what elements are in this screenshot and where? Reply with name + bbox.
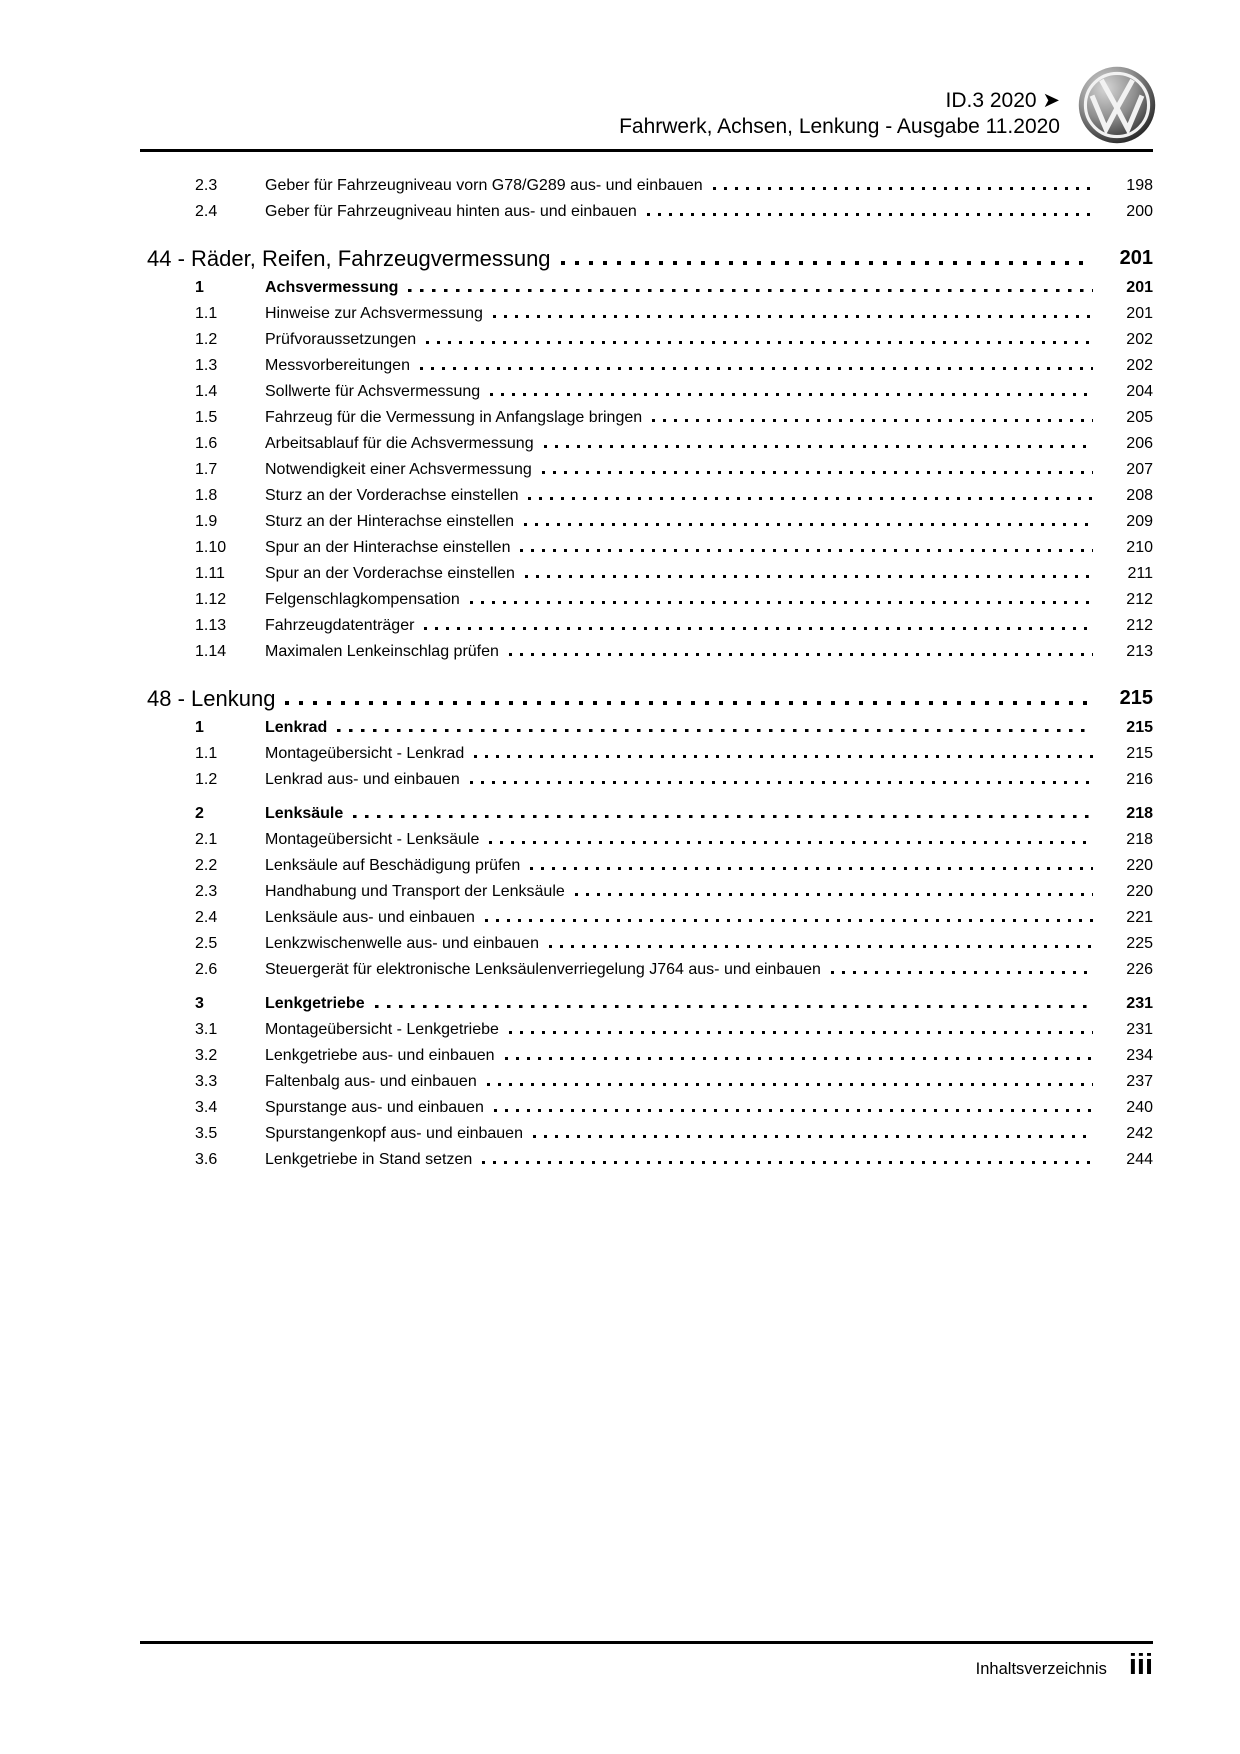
dot-leader xyxy=(520,549,1093,552)
toc-entry-title: 44 - Räder, Reifen, Fahrzeugvermessung xyxy=(147,246,551,271)
toc-entry xyxy=(140,878,1153,904)
dot-leader xyxy=(524,523,1093,526)
dot-leader xyxy=(544,445,1093,448)
dot-leader xyxy=(549,945,1093,948)
toc-entry-page: 234 xyxy=(1126,1047,1153,1064)
toc-entry-page: 218 xyxy=(1126,831,1153,848)
toc-entry xyxy=(140,1042,1153,1068)
toc-entry xyxy=(140,586,1153,612)
vw-logo-icon xyxy=(1078,66,1156,144)
footer-page-number: iii xyxy=(1128,1649,1153,1681)
dot-leader xyxy=(542,471,1093,474)
dot-leader xyxy=(525,575,1093,578)
toc-entry-page: 201 xyxy=(1126,279,1153,296)
toc-entry-title: Lenkgetriebe in Stand setzen xyxy=(265,1151,473,1168)
page-header xyxy=(619,88,1060,140)
dot-leader xyxy=(530,867,1093,870)
toc-entry xyxy=(140,404,1153,430)
dot-leader xyxy=(482,1161,1093,1164)
toc-entry xyxy=(140,930,1153,956)
toc-entry-page: 225 xyxy=(1126,935,1153,952)
dot-leader xyxy=(474,755,1093,758)
dot-leader xyxy=(575,893,1093,896)
dot-leader xyxy=(485,919,1093,922)
toc-entry-number: 3.1 xyxy=(195,1021,218,1038)
toc-entry-page: 201 xyxy=(1119,247,1153,269)
toc-entry-title: Fahrzeugdatenträger xyxy=(265,617,415,634)
header-model-line: ID.3 2020 ➤ xyxy=(945,89,1060,112)
toc-entry xyxy=(140,482,1153,508)
toc-entry-page: 242 xyxy=(1126,1125,1153,1142)
dot-leader xyxy=(420,367,1093,370)
toc-entry-title: Lenksäule aus- und einbauen xyxy=(265,909,475,926)
toc-entry-page: 202 xyxy=(1126,331,1153,348)
dot-leader xyxy=(509,653,1093,656)
dot-leader xyxy=(487,1083,1093,1086)
toc-entry-number: 2.4 xyxy=(195,909,218,926)
dot-leader xyxy=(490,393,1093,396)
toc-entry-number: 1.2 xyxy=(195,771,218,788)
toc-entry xyxy=(140,508,1153,534)
dot-leader xyxy=(505,1057,1093,1060)
dot-leader xyxy=(489,841,1093,844)
toc-entry-number: 3 xyxy=(195,995,204,1012)
toc-entry xyxy=(140,714,1153,740)
toc-entry-title: Handhabung und Transport der Lenksäule xyxy=(265,883,565,900)
toc-entry-title: Lenksäule xyxy=(265,805,344,822)
toc-entry-title: Spurstange aus- und einbauen xyxy=(265,1099,484,1116)
toc-entry-page: 221 xyxy=(1126,909,1153,926)
dot-leader xyxy=(831,971,1093,974)
toc-entry xyxy=(140,326,1153,352)
toc-entry-number: 2.3 xyxy=(195,177,218,194)
dot-leader xyxy=(647,213,1093,216)
toc-list xyxy=(140,172,1153,1172)
toc-entry xyxy=(140,198,1153,224)
toc-entry-page: 226 xyxy=(1126,961,1153,978)
toc-entry-page: 220 xyxy=(1126,857,1153,874)
toc-entry xyxy=(140,172,1153,198)
toc-entry xyxy=(140,1068,1153,1094)
toc-entry-page: 200 xyxy=(1126,203,1153,220)
toc-entry-number: 1.9 xyxy=(195,513,218,530)
toc-entry-page: 212 xyxy=(1126,617,1153,634)
toc-entry xyxy=(140,612,1153,638)
toc-entry-title: Felgenschlagkompensation xyxy=(265,591,460,608)
toc-entry-number: 1.14 xyxy=(195,643,227,660)
toc-entry-title: Montageübersicht - Lenksäule xyxy=(265,831,480,848)
toc-entry xyxy=(140,852,1153,878)
toc-entry xyxy=(140,1120,1153,1146)
toc-entry-page: 244 xyxy=(1126,1151,1153,1168)
toc-entry-number: 2.4 xyxy=(195,203,218,220)
toc-entry-number: 1.7 xyxy=(195,461,218,478)
toc-entry xyxy=(140,956,1153,982)
dot-leader xyxy=(561,261,1093,265)
toc-entry-number: 3.3 xyxy=(195,1073,218,1090)
dot-leader xyxy=(470,781,1093,784)
toc-entry-title: Hinweise zur Achsvermessung xyxy=(265,305,483,322)
toc-entry xyxy=(140,560,1153,586)
toc-entry xyxy=(140,826,1153,852)
toc-entry-title: Lenkrad aus- und einbauen xyxy=(265,771,460,788)
dot-leader xyxy=(375,1005,1093,1008)
toc-entry-page: 215 xyxy=(1126,719,1153,736)
toc-entry-title: Lenkgetriebe aus- und einbauen xyxy=(265,1047,495,1064)
toc-entry-number: 2.3 xyxy=(195,883,218,900)
dot-leader xyxy=(353,815,1093,818)
toc-entry-page: 215 xyxy=(1119,687,1153,709)
toc-entry-title: Messvorbereitungen xyxy=(265,357,410,374)
toc-entry-title: Arbeitsablauf für die Achsvermessung xyxy=(265,435,534,452)
toc-entry-number: 3.2 xyxy=(195,1047,218,1064)
toc-entry xyxy=(140,800,1153,826)
toc-entry-title: Fahrzeug für die Vermessung in Anfangslage bringen xyxy=(265,409,643,426)
toc-entry-title: Lenkrad xyxy=(265,719,328,736)
toc-entry-title: Geber für Fahrzeugniveau vorn G78/G289 aus- und einbauen xyxy=(265,177,703,194)
toc-entry-page: 216 xyxy=(1126,771,1153,788)
toc-entry xyxy=(140,274,1153,300)
toc-entry xyxy=(140,352,1153,378)
toc-entry-title: Notwendigkeit einer Achsvermessung xyxy=(265,461,532,478)
toc-entry-page: 218 xyxy=(1126,805,1153,822)
toc-entry xyxy=(140,904,1153,930)
page-footer xyxy=(976,1650,1153,1680)
footer-rule xyxy=(140,1641,1153,1644)
dot-leader xyxy=(528,497,1093,500)
dot-leader xyxy=(509,1031,1093,1034)
toc-entry-page: 240 xyxy=(1126,1099,1153,1116)
toc-entry xyxy=(140,1094,1153,1120)
toc-entry-title: Spurstangenkopf aus- und einbauen xyxy=(265,1125,523,1142)
toc-entry-number: 2.6 xyxy=(195,961,218,978)
toc-entry xyxy=(140,678,1153,714)
toc-entry-title: Lenkzwischenwelle aus- und einbauen xyxy=(265,935,539,952)
toc-entry xyxy=(140,534,1153,560)
dot-leader xyxy=(337,729,1093,732)
toc-entry-page: 198 xyxy=(1126,177,1153,194)
toc-entry-number: 1.1 xyxy=(195,745,218,762)
toc-entry-number: 1 xyxy=(195,279,204,296)
toc-entry-title: Sturz an der Vorderachse einstellen xyxy=(265,487,519,504)
toc-entry-number: 2.1 xyxy=(195,831,218,848)
toc-entry-page: 213 xyxy=(1126,643,1153,660)
toc-entry-page: 201 xyxy=(1126,305,1153,322)
dot-leader xyxy=(533,1135,1093,1138)
toc-entry-title: Faltenbalg aus- und einbauen xyxy=(265,1073,477,1090)
toc-entry-title: Lenkgetriebe xyxy=(265,995,365,1012)
toc-entry-page: 205 xyxy=(1126,409,1153,426)
toc-entry-title: 48 - Lenkung xyxy=(147,686,276,711)
dot-leader xyxy=(493,315,1093,318)
toc-entry-page: 231 xyxy=(1126,995,1153,1012)
toc-entry-number: 1.5 xyxy=(195,409,218,426)
toc-entry-number: 1 xyxy=(195,719,204,736)
toc-entry-title: Spur an der Hinterachse einstellen xyxy=(265,539,511,556)
toc-entry-page: 215 xyxy=(1126,745,1153,762)
toc-entry-page: 237 xyxy=(1126,1073,1153,1090)
toc-entry xyxy=(140,300,1153,326)
toc-entry-number: 2.2 xyxy=(195,857,218,874)
dot-leader xyxy=(652,419,1093,422)
toc-entry xyxy=(140,990,1153,1016)
toc-entry-page: 211 xyxy=(1127,565,1153,582)
dot-leader xyxy=(494,1109,1093,1112)
toc-entry xyxy=(140,1146,1153,1172)
dot-leader xyxy=(713,187,1093,190)
toc-entry-title: Montageübersicht - Lenkrad xyxy=(265,745,465,762)
toc-entry-title: Sollwerte für Achsvermessung xyxy=(265,383,481,400)
toc-entry-page: 207 xyxy=(1126,461,1153,478)
toc-entry-number: 1.11 xyxy=(195,565,225,582)
toc-entry-number: 1.6 xyxy=(195,435,218,452)
toc-entry-number: 3.4 xyxy=(195,1099,218,1116)
toc-entry-number: 1.1 xyxy=(195,305,218,322)
toc-entry xyxy=(140,1016,1153,1042)
header-title-line: Fahrwerk, Achsen, Lenkung - Ausgabe 11.2020 xyxy=(619,115,1060,138)
toc-entry-title: Spur an der Vorderachse einstellen xyxy=(265,565,515,582)
toc-entry-page: 209 xyxy=(1126,513,1153,530)
header-rule xyxy=(140,149,1153,152)
dot-leader xyxy=(470,601,1093,604)
footer-label: Inhaltsverzeichnis xyxy=(975,1660,1107,1678)
toc-entry-page: 220 xyxy=(1126,883,1153,900)
toc-entry-number: 3.5 xyxy=(195,1125,218,1142)
toc-entry xyxy=(140,238,1153,274)
toc-entry-title: Prüfvoraussetzungen xyxy=(265,331,417,348)
toc-entry-page: 202 xyxy=(1126,357,1153,374)
toc-entry-number: 2 xyxy=(195,805,204,822)
toc-entry-title: Steuergerät für elektronische Lenksäulenverriegelung J764 aus- und einbauen xyxy=(265,961,821,978)
dot-leader xyxy=(285,701,1093,705)
toc-entry-number: 1.12 xyxy=(195,591,227,608)
toc-entry-title: Maximalen Lenkeinschlag prüfen xyxy=(265,643,499,660)
toc-entry-page: 206 xyxy=(1126,435,1153,452)
dot-leader xyxy=(426,341,1093,344)
toc-entry-number: 1.13 xyxy=(195,617,227,634)
toc-entry-number: 2.5 xyxy=(195,935,218,952)
toc-entry xyxy=(140,766,1153,792)
toc-entry-title: Sturz an der Hinterachse einstellen xyxy=(265,513,515,530)
toc-entry xyxy=(140,638,1153,664)
toc-entry-page: 204 xyxy=(1126,383,1153,400)
toc-entry-page: 208 xyxy=(1126,487,1153,504)
toc-entry-page: 231 xyxy=(1126,1021,1153,1038)
toc-entry-title: Montageübersicht - Lenkgetriebe xyxy=(265,1021,499,1038)
toc-entry xyxy=(140,740,1153,766)
toc-entry-number: 3.6 xyxy=(195,1151,218,1168)
toc-entry-page: 212 xyxy=(1126,591,1153,608)
toc-entry-title: Geber für Fahrzeugniveau hinten aus- und einbauen xyxy=(265,203,637,220)
toc-entry xyxy=(140,456,1153,482)
toc-entry-number: 1.4 xyxy=(195,383,218,400)
toc-entry-page: 210 xyxy=(1126,539,1153,556)
toc-entry-number: 1.10 xyxy=(195,539,227,556)
toc-entry xyxy=(140,430,1153,456)
dot-leader xyxy=(424,627,1093,630)
toc-entry-number: 1.3 xyxy=(195,357,218,374)
toc-entry-number: 1.2 xyxy=(195,331,218,348)
toc-entry-title: Lenksäule auf Beschädigung prüfen xyxy=(265,857,521,874)
toc-entry-title: Achsvermessung xyxy=(265,279,399,296)
dot-leader xyxy=(408,289,1093,292)
toc-entry-number: 1.8 xyxy=(195,487,218,504)
toc-entry xyxy=(140,378,1153,404)
